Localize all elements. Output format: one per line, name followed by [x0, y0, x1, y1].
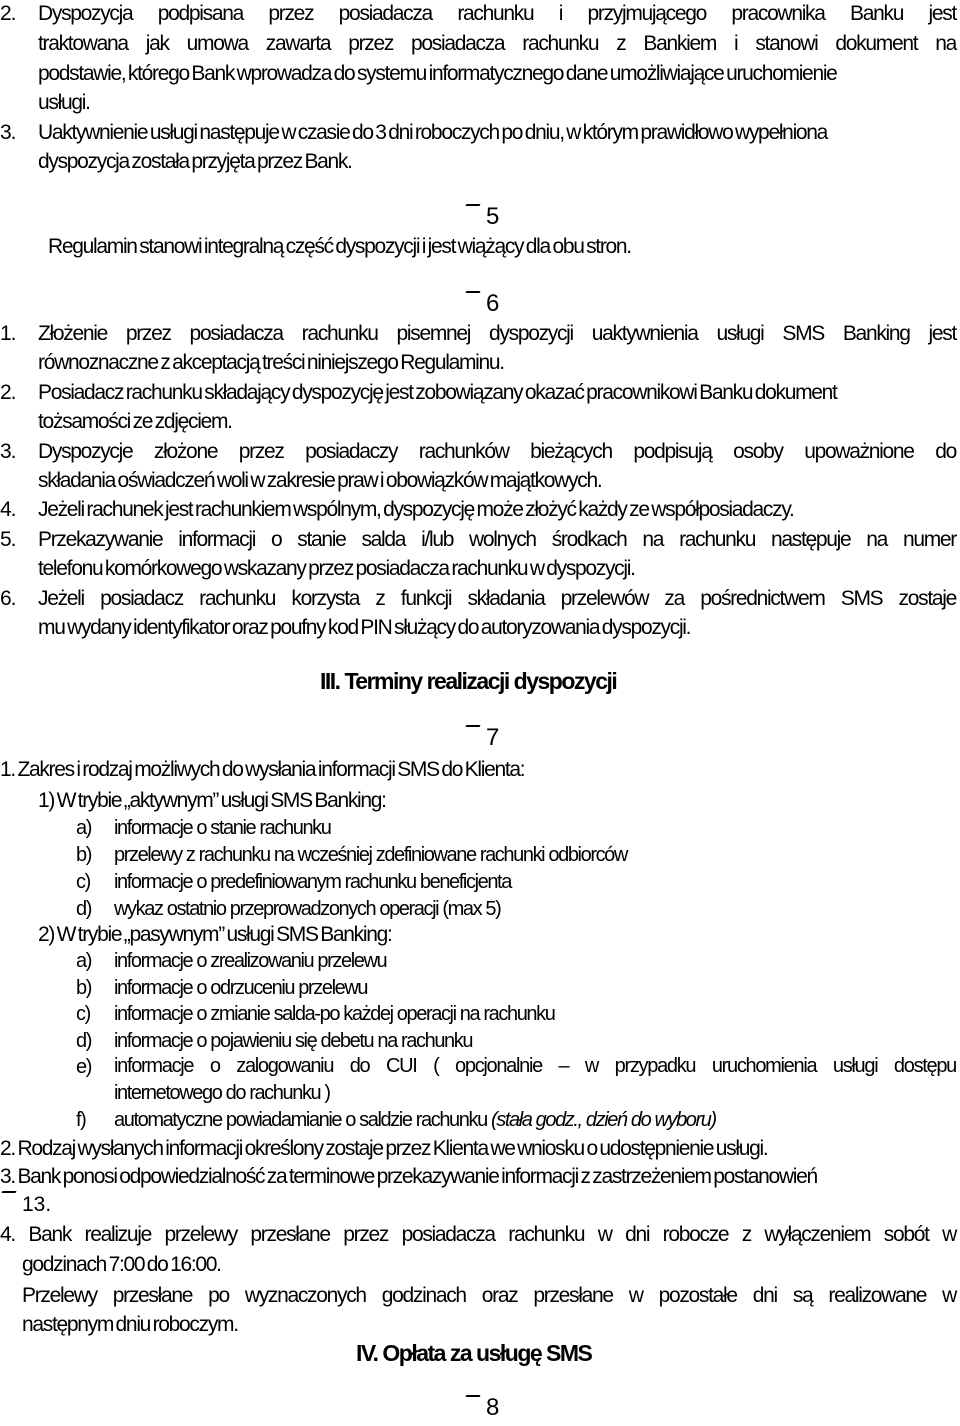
section-mark-7 — [466, 724, 499, 752]
paragraph-line: 4. Bank realizuje przelewy przesłane przez posiadacza rachunku w dni robocze z wyłączeniem sobót w — [0, 1223, 956, 1246]
paragraph-sign-icon — [465, 204, 480, 206]
paragraph-line: Regulamin stanowi integralną część dyspozycji i jest wiążący dla obu stron. — [48, 235, 631, 258]
paragraph-line: 2. Rodzaj wysłanych informacji określony zostaje przez Klienta we wniosku o udostępnienie usługi. — [0, 1137, 768, 1160]
paragraph-line: Uaktywnienie usługi następuje w czasie do 3 dni roboczych po dniu, w którym prawidłowo wypełniona — [38, 121, 828, 144]
list-letter: e) — [76, 1056, 91, 1078]
item-number: 2. — [0, 2, 16, 25]
paragraph-line: dyspozycja została przyjęta przez Bank. — [38, 150, 352, 173]
list-item: informacje o zmianie salda-po każdej operacji na rachunku — [114, 1003, 555, 1025]
list-item: informacje o pojawieniu się debetu na rachunku — [114, 1030, 473, 1052]
paragraph-sign-icon — [465, 1395, 480, 1397]
reference-number: 13. — [22, 1193, 52, 1216]
list-letter: b) — [76, 844, 91, 866]
list-item: informacje o odrzuceniu przelewu — [114, 977, 368, 999]
section-number: 6 — [486, 290, 500, 317]
list-item-text: automatyczne powiadamianie o saldzie rachunku — [114, 1109, 491, 1131]
list-item: informacje o zrealizowaniu przelewu — [114, 950, 387, 972]
section-number: 8 — [486, 1394, 500, 1421]
list-item — [114, 1107, 716, 1133]
list-letter: a) — [76, 817, 91, 839]
list-letter: d) — [76, 1030, 91, 1052]
paragraph-line: równoznaczne z akceptacją treści niniejszego Regulaminu. — [38, 351, 504, 374]
paragraph-line: Dyspozycja podpisana przez posiadacza rachunku i przyjmującego pracownika Banku jest — [38, 2, 956, 25]
paragraph-line: tożsamości ze zdjęciem. — [38, 410, 232, 433]
item-number: 3. — [0, 440, 16, 463]
section-mark-5 — [466, 203, 499, 231]
list-letter: f) — [76, 1109, 86, 1131]
paragraph-line: traktowana jak umowa zawarta przez posiadacza rachunku z Bankiem i stanowi dokument na — [38, 32, 956, 55]
paragraph-line: mu wydany identyfikator oraz poufny kod PIN służący do autoryzowania dyspozycji. — [38, 616, 691, 639]
list-item: przelewy z rachunku na wcześniej zdefiniowane rachunki odbiorców — [114, 844, 627, 866]
list-letter: c) — [76, 1003, 90, 1025]
subsection-title: 2) W trybie „pasywnym” usługi SMS Banking: — [38, 923, 392, 946]
list-item: internetowego do rachunku ) — [114, 1082, 330, 1104]
paragraph-line: Posiadacz rachunku składający dyspozycję jest zobowiązany okazać pracownikowi Banku dokument — [38, 381, 837, 404]
item-number: 4. — [0, 498, 16, 521]
list-item: informacje o zalogowaniu do CUI ( opcjonalnie – w przypadku uruchomienia usługi dostępu — [114, 1055, 956, 1077]
item-number: 2. — [0, 381, 16, 404]
paragraph-line: Dyspozycje złożone przez posiadaczy rachunków bieżących podpisują osoby upoważnione do — [38, 440, 956, 463]
list-letter: b) — [76, 977, 91, 999]
section-heading: III. Terminy realizacji dyspozycji — [320, 668, 617, 694]
item-number: 3. — [0, 121, 16, 144]
paragraph-line: 3. Bank ponosi odpowiedzialność za terminowe przekazywanie informacji z zastrzeżeniem postanowień — [0, 1165, 817, 1188]
paragraph-sign-icon — [1, 1191, 16, 1193]
item-number: 6. — [0, 587, 16, 610]
paragraph-line: 1. Zakres i rodzaj możliwych do wysłania informacji SMS do Klienta: — [0, 758, 525, 781]
list-letter: a) — [76, 950, 91, 972]
list-letter: c) — [76, 871, 90, 893]
paragraph-line: następnym dniu roboczym. — [22, 1313, 238, 1336]
paragraph-sign-icon — [465, 725, 480, 727]
section-number: 7 — [486, 724, 500, 751]
subsection-title: 1) W trybie „aktywnym” usługi SMS Banking: — [38, 789, 386, 812]
paragraph-line: Przelewy przesłane po wyznaczonych godzinach oraz przesłane w pozostałe dni są realizowane w — [22, 1284, 956, 1307]
section-heading: IV. Opłata za usługę SMS — [356, 1340, 592, 1366]
item-number: 1. — [0, 322, 16, 345]
paragraph-line: składania oświadczeń woli w zakresie praw i obowiązków majątkowych. — [38, 469, 602, 492]
list-letter: d) — [76, 898, 91, 920]
list-item-note: (stała godz., dzień do wyboru) — [490, 1109, 716, 1131]
paragraph-line: Złożenie przez posiadacza rachunku pisemnej dyspozycji uaktywnienia usługi SMS Banking jest — [38, 322, 956, 345]
paragraph-sign-icon — [465, 291, 480, 293]
section-mark-8 — [466, 1394, 499, 1422]
item-number: 5. — [0, 528, 16, 551]
section-number: 5 — [486, 203, 500, 230]
paragraph-line: Przekazywanie informacji o stanie salda i/lub wolnych środkach na rachunku następuje na numer — [38, 528, 956, 551]
list-item: informacje o predefiniowanym rachunku beneficjenta — [114, 871, 511, 893]
paragraph-line: telefonu komórkowego wskazany przez posiadacza rachunku w dyspozycji. — [38, 557, 635, 580]
list-item: informacje o stanie rachunku — [114, 817, 331, 839]
paragraph-line: Jeżeli rachunek jest rachunkiem wspólnym, dyspozycję może złożyć każdy ze współposiadaczy. — [38, 498, 794, 521]
section-reference — [2, 1191, 51, 1219]
paragraph-line: podstawie, którego Bank wprowadza do systemu informatycznego dane umożliwiające uruchomienie — [38, 62, 837, 85]
section-mark-6 — [466, 290, 499, 318]
paragraph-line: godzinach 7:00 do 16:00. — [22, 1253, 221, 1276]
paragraph-line: usługi. — [38, 91, 90, 114]
paragraph-line: Jeżeli posiadacz rachunku korzysta z funkcji składania przelewów za pośrednictwem SMS zostaje — [38, 587, 956, 610]
list-item: wykaz ostatnio przeprowadzonych operacji (max 5) — [114, 898, 501, 920]
